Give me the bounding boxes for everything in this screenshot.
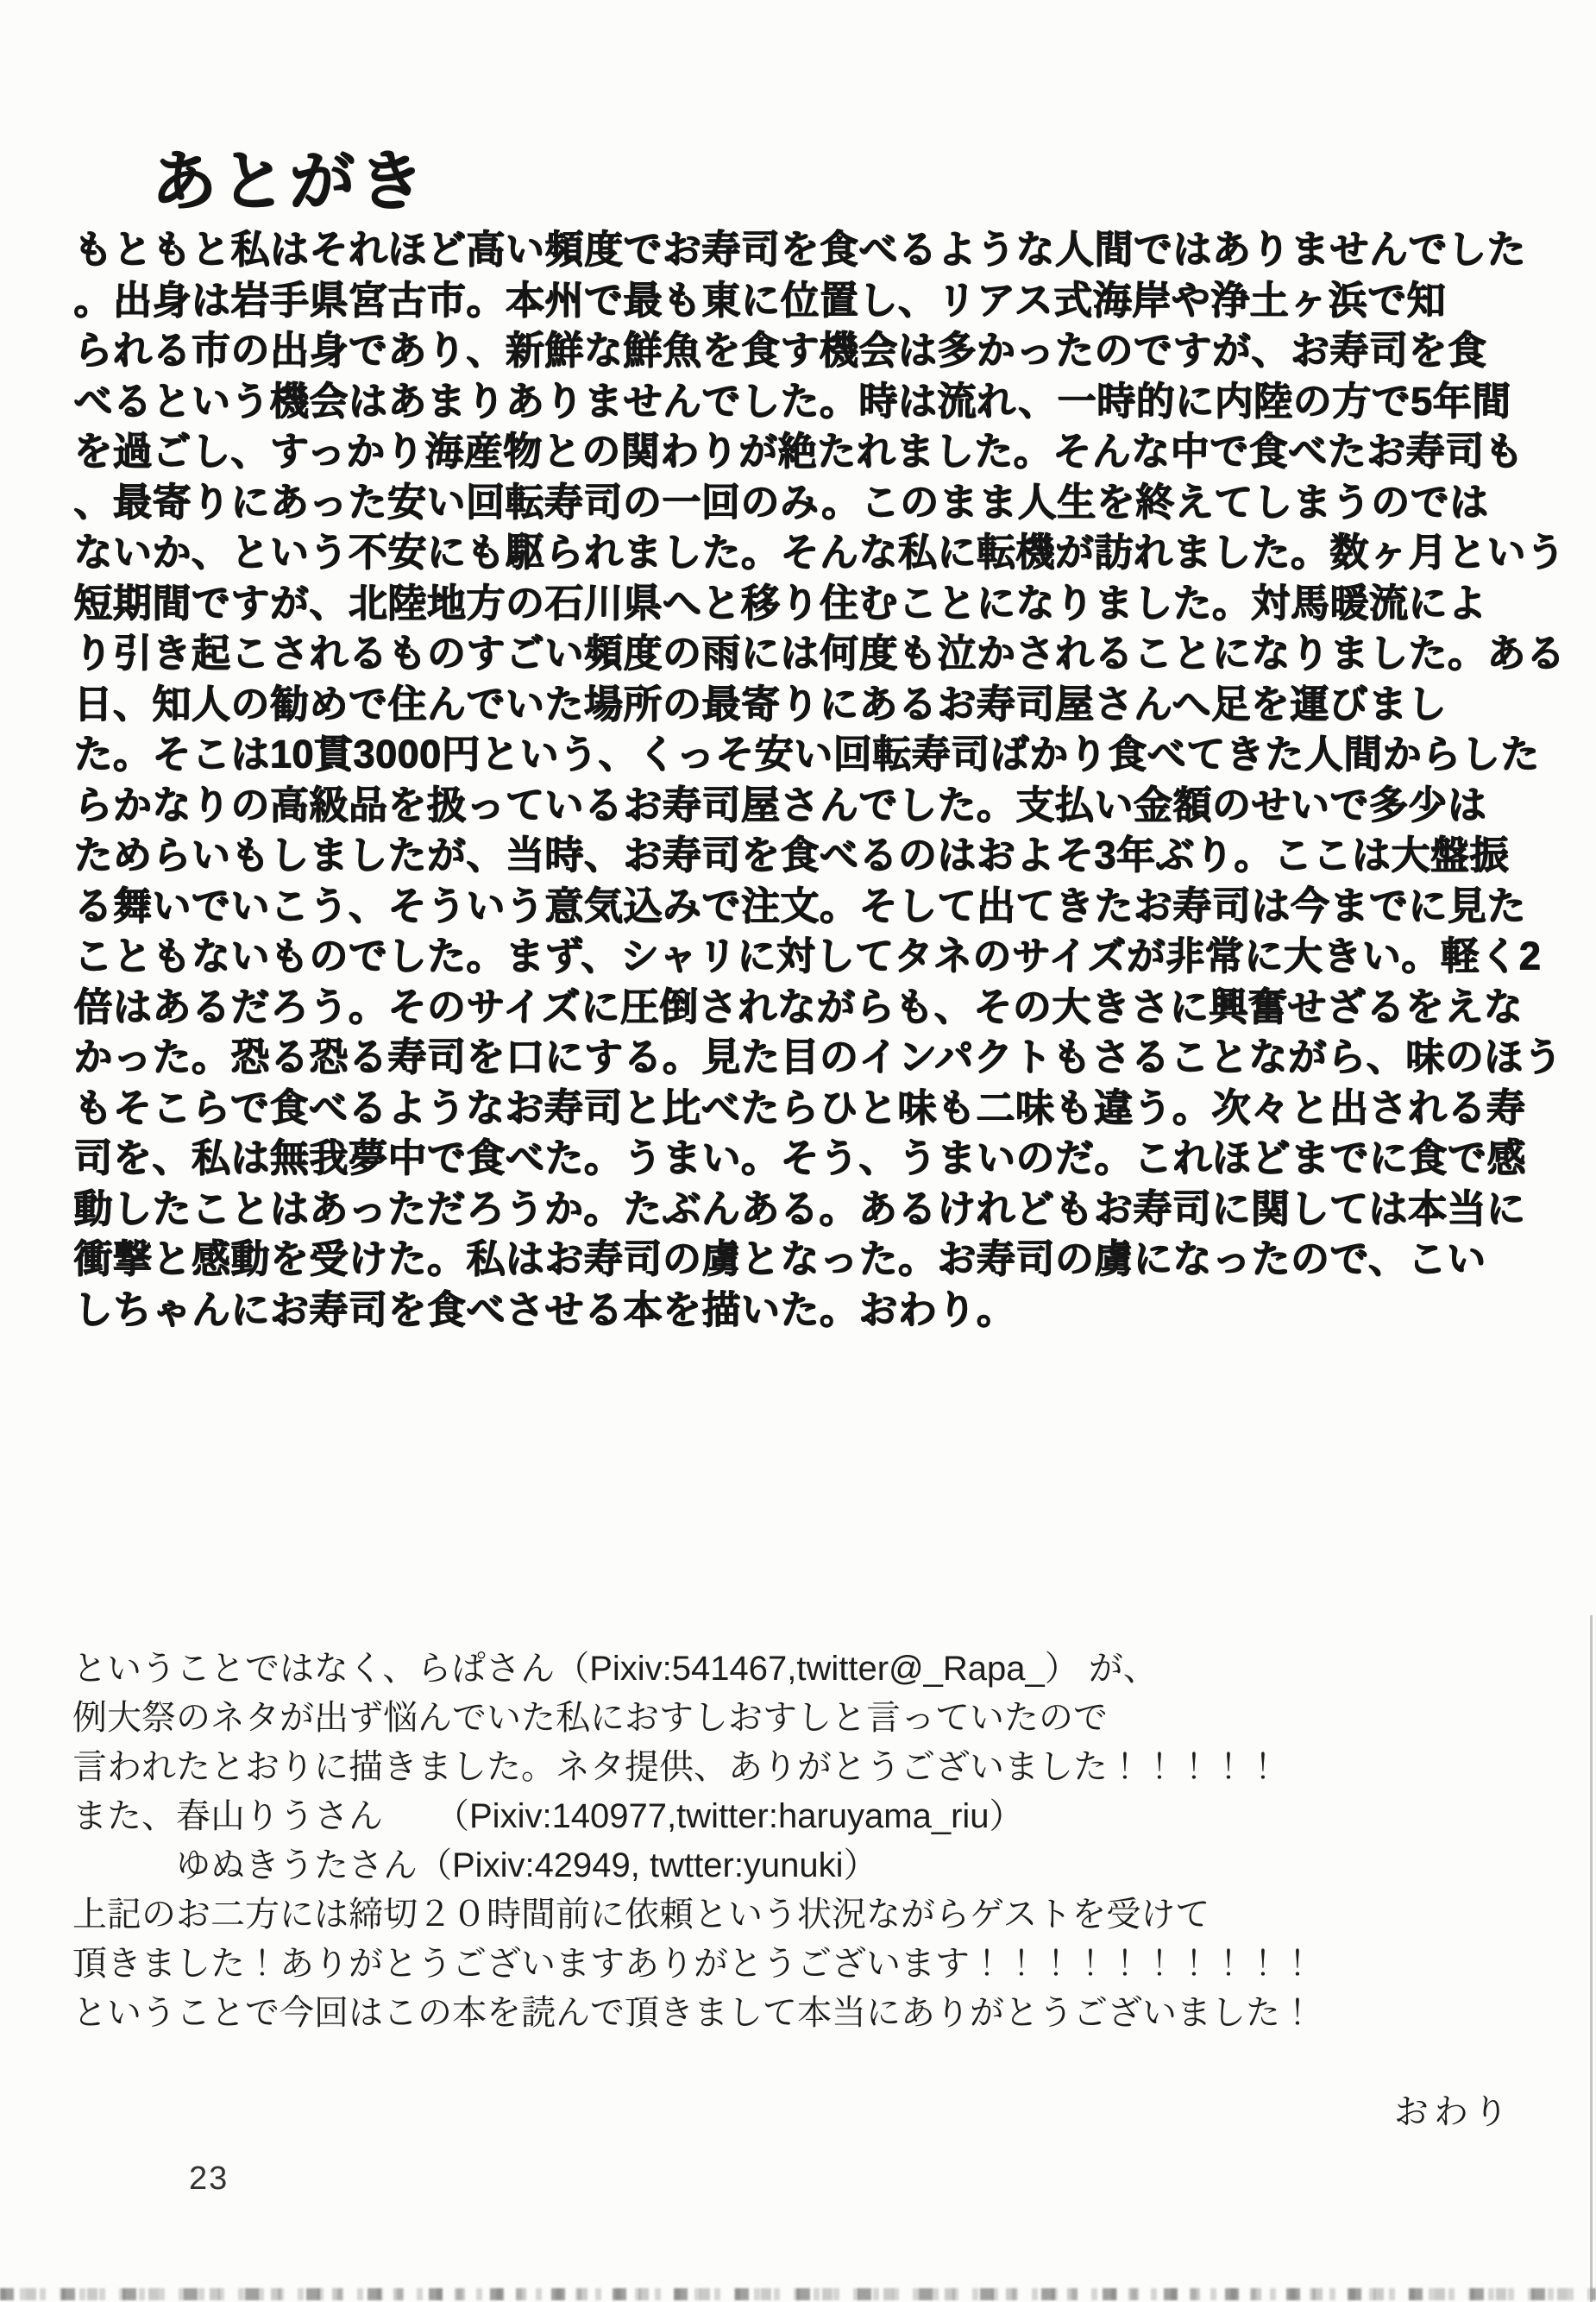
scan-noise-artifact — [0, 2288, 1596, 2300]
handwritten-line: られる市の出身であり、新鮮な鮮魚を食す機会は多かったのですが、お寿司を食 — [73, 328, 1487, 372]
handwritten-line: を過ごし、すっかり海産物との関わりが絶たれました。そんな中で食べたお寿司も — [73, 429, 1524, 473]
credit-line: ということで今回はこの本を読んで頂きまして本当にありがとうございました！ — [72, 1994, 1315, 2032]
handwritten-line: べるという機会はあまりありませんでした。時は流れ、一時的に内陸の方で5年間 — [73, 378, 1511, 423]
handwritten-line: しちゃんにお寿司を食べさせる本を描いた。おわり。 — [73, 1286, 1016, 1331]
handwritten-line: 。出身は岩手県宮古市。本州で最も東に位置し、リアス式海岸や浄土ヶ浜で知 — [73, 277, 1446, 322]
handwritten-line: かった。恐る恐る寿司を口にする。見た目のインパクトもさることながら、味のほう — [73, 1035, 1562, 1079]
handwritten-line: 動したことはあっただろうか。たぶんある。あるけれどもお寿司に関しては本当に — [73, 1186, 1526, 1230]
credits-block — [72, 1645, 1574, 2038]
credit-line: 上記のお二方には締切２０時間前に依頼という状況ながらゲストを受けて — [72, 1896, 1210, 1934]
scan-edge-artifact — [1590, 1615, 1593, 2302]
handwritten-line: 司を、私は無我夢中で食べた。うまい。そう、うまいのだ。これほどまでに食で感 — [73, 1135, 1526, 1179]
credit-line: また、春山りうさん （Pixiv:140977,twitter:haruyama_riu） — [72, 1797, 1024, 1835]
handwritten-line: 日、知人の勧めで住んでいた場所の最寄りにあるお寿司屋さんへ足を運びまし — [73, 681, 1447, 726]
credit-line: ということではなく、らぱさん（Pixiv:541467,twitter@_Rapa_） が、 — [72, 1650, 1158, 1688]
afterword-title: あとがき — [151, 145, 427, 218]
handwritten-line: こともないものでした。まず、シャリに対してタネのサイズが非常に大きい。軽く2 — [73, 934, 1541, 978]
credit-line: 例大祭のネタが出ず悩んでいた私におすしおすしと言っていたので — [72, 1699, 1108, 1737]
handwritten-line: ためらいもしましたが、当時、お寿司を食べるのはおよそ3年ぶり。ここは大盤振 — [73, 833, 1509, 877]
credit-line: ゆぬきうたさん（Pixiv:42949, twtter:yunuki） — [72, 1846, 878, 1884]
handwritten-line: 衝撃と感動を受けた。私はお寿司の虜となった。お寿司の虜になったので、こい — [73, 1236, 1486, 1280]
handwritten-line: ないか、という不安にも駆られました。そんな私に転機が訪れました。数ヶ月という — [73, 530, 1566, 574]
afterword-body — [73, 224, 1574, 1335]
handwritten-line: た。そこは10貫3000円という、くっそ安い回転寿司ばかり食べてきた人間からした — [73, 732, 1540, 776]
credit-line: 言われたとおりに描きました。ネタ提供、ありがとうございました！！！！！ — [72, 1748, 1280, 1786]
handwritten-line: らかなりの高級品を扱っているお寿司屋さんでした。支払い金額のせいで多少は — [73, 782, 1487, 827]
handwritten-line: 倍はあるだろう。そのサイズに圧倒されながらも、その大きさに興奮せざるをえな — [73, 984, 1523, 1028]
credit-line: 頂きました！ありがとうございますありがとうございます！！！！！！！！！！ — [72, 1945, 1315, 1983]
handwritten-line: もともと私はそれほど高い頻度でお寿司を食べるような人間ではありませんでした — [73, 227, 1526, 271]
handwritten-line: もそこらで食べるようなお寿司と比べたらひと味も二味も違う。次々と出される寿 — [73, 1085, 1526, 1129]
handwritten-line: る舞いでいこう、そういう意気込みで注文。そして出てきたお寿司は今までに見た — [73, 883, 1526, 928]
page-number: 23 — [189, 2160, 229, 2197]
handwritten-line: り引き起こされるものすごい頻度の雨には何度も泣かされることになりました。ある — [73, 631, 1566, 675]
handwritten-line: 、最寄りにあった安い回転寿司の一回のみ。このまま人生を終えてしまうのでは — [73, 479, 1489, 524]
end-label: おわり — [1394, 2093, 1513, 2131]
handwritten-line: 短期間ですが、北陸地方の石川県へと移り住むことになりました。対馬暖流によ — [73, 580, 1487, 625]
